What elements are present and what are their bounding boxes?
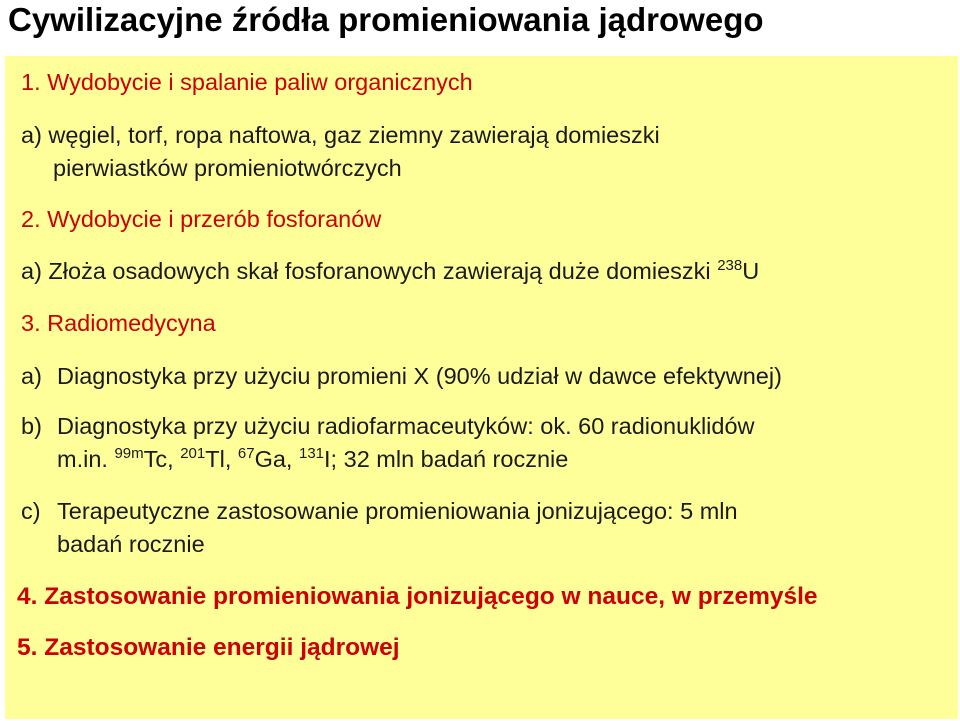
isotope-i: I; 32 mln badań rocznie (324, 446, 569, 472)
item-b-label: b) (21, 413, 42, 439)
isotope-ga-mass: 67 (237, 445, 255, 462)
item-c-label: c) (21, 498, 41, 524)
isotope-tc-mass: 99m (114, 445, 144, 462)
isotope-tc: Tc, (143, 446, 181, 472)
section-2-item-a (21, 256, 759, 286)
item-c-text: Terapeutyczne zastosowanie promieniowania jonizującego: 5 mln (57, 498, 738, 524)
item-b-text: Diagnostyka przy użyciu radiofarmaceutyków: ok. 60 radionuklidów (57, 413, 755, 439)
isotope-mass-number: 238 (717, 257, 743, 274)
section-3-item-b-line-2 (57, 444, 568, 474)
mln-prefix: m.in. (57, 446, 115, 472)
section-3-item-a (21, 361, 782, 391)
section-2-heading: 2. Wydobycie i przerób fosforanów (21, 206, 382, 232)
isotope-i-mass: 131 (299, 445, 325, 462)
section-3-item-c-line-2: badań rocznie (57, 531, 205, 557)
item-a-text: Diagnostyka przy użyciu promieni X (90% udział w dawce efektywnej) (57, 363, 782, 389)
section-1-item-a-line-1: a) węgiel, torf, ropa naftowa, gaz ziemny zawierają domieszki (21, 122, 660, 148)
isotope-ga: Ga, (254, 446, 299, 472)
section-2-item-a-text: a) Złoża osadowych skał fosforanowych zawierają duże domieszki (21, 258, 718, 284)
isotope-tl-mass: 201 (180, 445, 206, 462)
section-4-heading: 4. Zastosowanie promieniowania jonizującego w nauce, w przemyśle (17, 583, 818, 610)
page-title: Cywilizacyjne źródła promieniowania jądrowego (8, 1, 764, 38)
section-1-item-a-line-2: pierwiastków promieniotwórczych (53, 155, 402, 181)
isotope-tl: Tl, (205, 446, 238, 472)
content-panel (5, 56, 958, 719)
section-3-heading: 3. Radiomedycyna (21, 310, 216, 336)
isotope-symbol: U (742, 258, 760, 284)
section-3-item-c-line-1 (21, 496, 738, 526)
section-1-heading: 1. Wydobycie i spalanie paliw organicznych (21, 69, 473, 95)
section-3-item-b-line-1 (21, 411, 755, 441)
section-5-heading: 5. Zastosowanie energii jądrowej (17, 634, 400, 661)
item-a-label: a) (21, 363, 42, 389)
